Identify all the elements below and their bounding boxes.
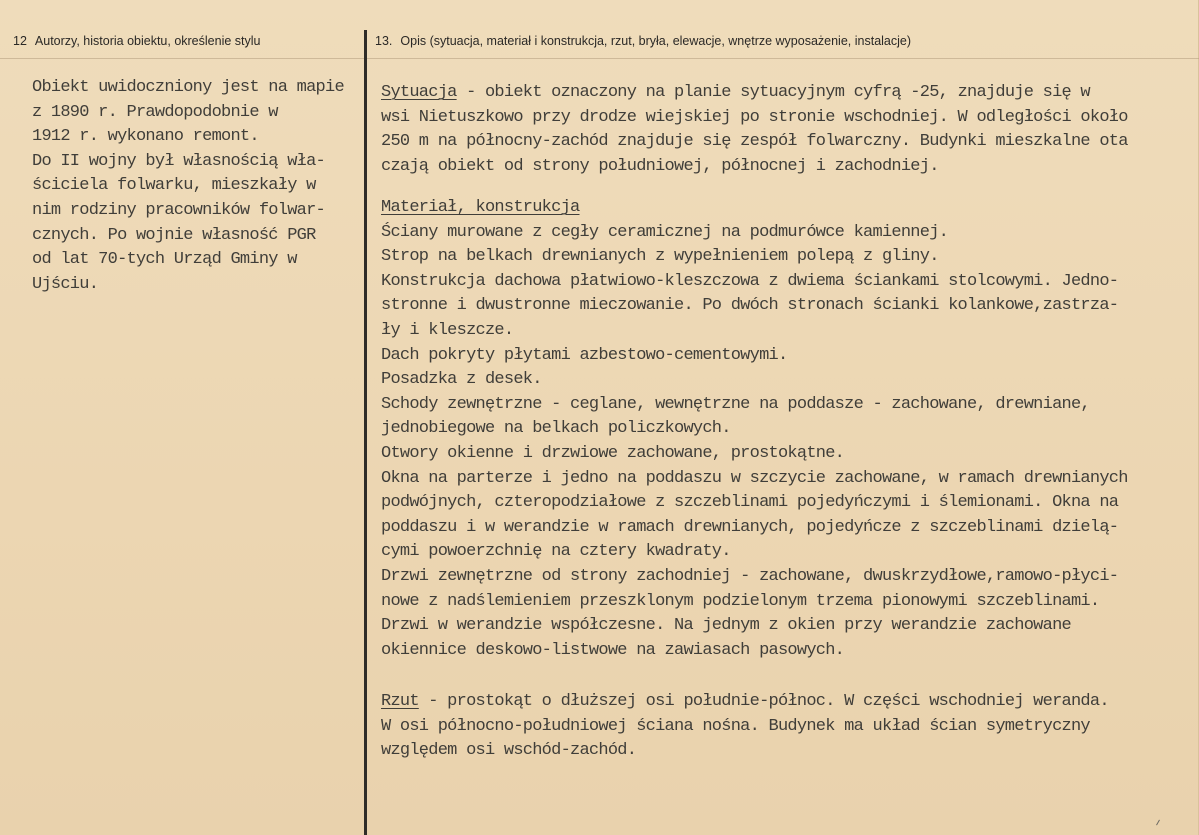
material-line: nowe z nadślemieniem przeszklonym podzielonym trzema pionowymi szczeblinami. [381, 591, 1100, 611]
material-heading: Materiał, konstrukcja [381, 198, 580, 217]
left-header-title: Autorzy, historia obiektu, określenie stylu [34, 34, 261, 48]
left-header-number: 12 [13, 34, 27, 48]
sytuacja-heading: Sytuacja [381, 83, 457, 102]
rzut-line: względem osi wschód-zachód. [381, 741, 637, 761]
history-text [32, 76, 344, 297]
material-line: ły i kleszcze. [381, 320, 514, 340]
history-line: 1912 r. wykonano remont. [32, 127, 259, 147]
material-line: Konstrukcja dachowa płatwiowo-kleszczowa z dwiema ściankami stolcowymi. Jedno- [381, 271, 1119, 291]
material-line: Otwory okienne i drzwiowe zachowane, prostokątne. [381, 443, 845, 463]
material-line: Ściany murowane z cegły ceramicznej na podmurówce kamiennej. [381, 222, 949, 242]
right-header-title: Opis (sytuacja, materiał i konstrukcja, rzut, bryła, elewacje, wnętrze wyposażenie, instalacje) [400, 34, 912, 48]
material-line: Posadzka z desek. [381, 370, 542, 390]
rzut-first-line [381, 690, 1109, 715]
history-line: nim rodziny pracowników folwar- [32, 200, 326, 220]
history-line: ściciela folwarku, mieszkały w [32, 176, 316, 196]
section-rzut [381, 690, 1109, 764]
material-heading-line [381, 196, 1128, 221]
sytuacja-line: 250 m na północny-zachód znajduje się zespół folwarczny. Budynki mieszkalne ota [381, 132, 1128, 152]
material-line: Strop na belkach drewnianych z wypełnieniem polepą z gliny. [381, 247, 939, 267]
material-line: poddaszu i w werandzie w ramach drewnianych, pojedyńcze z szczeblinami dzielą- [381, 517, 1119, 537]
material-line: jednobiegowe na belkach policzkowych. [381, 419, 731, 439]
column-divider [364, 30, 367, 835]
material-line: cymi powoerzchnię na cztery kwadraty. [381, 542, 731, 562]
right-header-number: 13. [375, 34, 393, 48]
sytuacja-line: czają obiekt od strony południowej, północnej i zachodniej. [381, 156, 939, 176]
history-line: Ujściu. [32, 274, 99, 294]
history-line: Obiekt uwidoczniony jest na mapie [32, 78, 344, 97]
material-line: okiennice deskowo-listwowe na zawiasach pasowych. [381, 640, 845, 660]
rzut-first-line-text: - prostokąt o dłuższej osi południe-północ. W części wschodniej weranda. [418, 692, 1109, 711]
material-line: Drzwi w werandzie współczesne. Na jednym z okien przy werandzie zachowane [381, 616, 1071, 636]
section-sytuacja [381, 81, 1128, 179]
history-line: od lat 70-tych Urząd Gminy w [32, 250, 297, 270]
rzut-heading: Rzut [381, 692, 419, 711]
pencil-mark [1156, 820, 1160, 826]
header-rule [0, 58, 1199, 59]
history-line: z 1890 r. Prawdopodobnie w [32, 102, 278, 122]
material-line: stronne i dwustronne mieczowanie. Po dwóch stronach ścianki kolankowe,zastrza- [381, 296, 1119, 316]
material-line: Drzwi zewnętrzne od strony zachodniej - zachowane, dwuskrzydłowe,ramowo-płyci- [381, 566, 1119, 586]
material-line: podwójnych, czteropodziałowe z szczeblinami pojedyńczymi i ślemionami. Okna na [381, 493, 1119, 513]
history-line: Do II wojny był własnością wła- [32, 151, 326, 171]
sytuacja-first-line-text: - obiekt oznaczony na planie sytuacyjnym cyfrą -25, znajduje się w [456, 83, 1090, 102]
material-line: Dach pokryty płytami azbestowo-cementowymi. [381, 345, 788, 365]
sytuacja-line: wsi Nietuszkowo przy drodze wiejskiej po stronie wschodniej. W odległości około [381, 107, 1128, 127]
sytuacja-first-line [381, 81, 1128, 106]
section-material [381, 196, 1128, 663]
right-column-header [375, 34, 911, 48]
left-column-header [13, 34, 260, 48]
material-line: Schody zewnętrzne - ceglane, wewnętrzne na poddasze - zachowane, drewniane, [381, 394, 1090, 414]
history-line: cznych. Po wojnie własność PGR [32, 225, 316, 245]
rzut-line: W osi północno-południowej ściana nośna. Budynek ma układ ścian symetryczny [381, 716, 1090, 736]
material-line: Okna na parterze i jedno na poddaszu w szczycie zachowane, w ramach drewnianych [381, 468, 1128, 488]
